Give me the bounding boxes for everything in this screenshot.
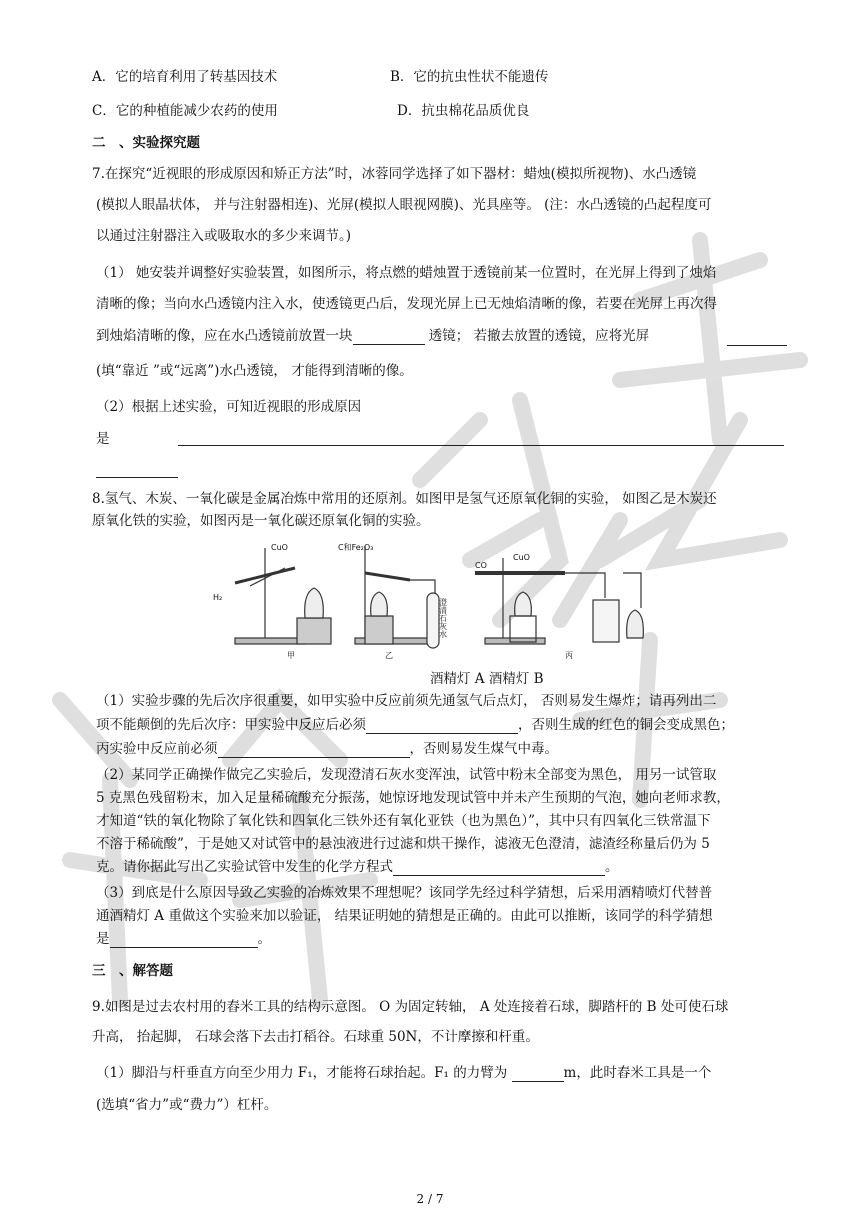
q8-answer-blank-2[interactable]: [218, 743, 410, 758]
q7-answer-blank-2[interactable]: [727, 331, 787, 346]
q8-part1-line-3: [96, 740, 558, 758]
q7-part1-text-a: 到烛焰清晰的像，应在水凸透镜前放置一块: [96, 328, 353, 344]
q7-part1-line-3: [96, 327, 649, 345]
lamps-caption: 酒精灯 A 酒精灯 B: [430, 671, 544, 687]
q9-part1-line-1: [96, 1064, 711, 1082]
label-co: CO: [475, 561, 487, 570]
q8-part3-text-b: 。: [257, 931, 271, 947]
q7-answer-blank-3-cont[interactable]: [96, 463, 178, 478]
section-2-title: 二 、实验探究题: [92, 135, 200, 151]
q9-part1-text-a: （1）脚沿与杆垂直方向至少用力 F₁，才能将石球抬起。F₁ 的力臂为: [96, 1065, 512, 1081]
q8-part3-line-1: （3）到底是什么原因导致乙实验的冶炼效果不理想呢？该同学先经过科学猜想，后采用酒精喷灯代替普: [96, 885, 713, 901]
q9-line-2: 升高， 抬起脚， 石球会落下去击打稻谷。石球重 50N，不计摩擦和杆重。: [92, 1029, 539, 1045]
q8-part3-line-3: [96, 930, 271, 948]
q8-part1-text-a: 项不能颠倒的先后次序：甲实验中反应后必须: [96, 717, 366, 733]
label-bing: 丙: [565, 651, 573, 660]
q8-answer-blank-3[interactable]: [393, 861, 605, 876]
q8-answer-blank-4[interactable]: [110, 933, 258, 948]
label-cuo-2: CuO: [513, 553, 530, 562]
q8-part1-text-d: ，否则易发生煤气中毒。: [409, 741, 558, 757]
q7-line-3: 以通过注射器注入或吸取水的多少来调节。): [96, 228, 352, 244]
q8-part1-text-c: 丙实验中反应前必须: [96, 741, 218, 757]
q7-part1-line-1: （1） 她安装并调整好实验装置，如图所示，将点燃的蜡烛置于透镜前某一位置时，在光屏上得到了烛焰: [96, 265, 717, 281]
q7-answer-blank-3[interactable]: [178, 431, 784, 446]
q8-part1-line-1: （1）实验步骤的先后次序很重要，如甲实验中反应前须先通氢气后点灯， 否则易发生爆炸；请再列出二: [96, 693, 717, 709]
q8-part2-line-2: 5 克黑色残留粉末，加入足量稀硫酸充分振荡，她惊讶地发现试管中并未产生预期的气泡，她向老师求教，: [96, 790, 730, 806]
q7-answer-blank-1[interactable]: [353, 330, 425, 345]
q8-part1-line-2: [96, 716, 734, 734]
experiment-apparatus-figure: [205, 538, 645, 663]
label-c-fe2o3: C和Fe₂O₃: [338, 543, 374, 552]
q7-line-1: 7.在探究“近视眼的形成原因和矫正方法”时，冰蓉同学选择了如下器材：蜡烛(模拟所视物)、水凸透镜: [92, 166, 697, 182]
q8-part2-line-4: 不溶于稀硫酸”，于是她又对试管中的悬浊液进行过滤和烘干操作，滤液无色澄清，滤渣经称量后仍为 5: [96, 836, 710, 852]
q8-answer-blank-1[interactable]: [366, 719, 518, 734]
q8-part3-line-2: 通酒精灯 A 重做这个实验来加以验证， 结果证明她的猜想是正确的。由此可以推断，该同学的科学猜想: [96, 908, 713, 924]
option-c: C．它的种植能减少农药的使用: [92, 103, 278, 119]
q9-answer-blank-1[interactable]: [512, 1067, 564, 1082]
q7-part1-line-2: 清晰的像；当向水凸透镜内注入水，使透镜更凸后，发现光屏上已无烛焰清晰的像，若要在光屏上再次得: [96, 296, 717, 312]
q7-part2-line-2: 是: [96, 431, 110, 447]
q8-part2-line-1: （2）某同学正确操作做完乙实验后，发现澄清石灰水变浑浊，试管中粉末全部变为黑色， 用另一试管取: [96, 767, 717, 783]
q7-part2-line-1: （2）根据上述实验，可知近视眼的形成原因: [96, 399, 362, 415]
label-limewater: 澄清石灰水: [438, 598, 448, 638]
q8-part2-text-b: 。: [605, 859, 619, 875]
label-cuo-1: CuO: [271, 543, 288, 552]
q8-line-1: 8.氢气、木炭、一氧化碳是金属冶炼中常用的还原剂。如图甲是氢气还原氧化铜的实验， 如图乙是木炭还: [92, 491, 717, 507]
section-3-title: 三 、解答题: [92, 963, 173, 979]
option-d: D．抗虫棉花品质优良: [397, 103, 530, 119]
label-jia: 甲: [287, 651, 295, 660]
label-h2: H₂: [213, 593, 223, 602]
q9-part1-line-2: (选填“省力”或“费力”）杠杆。: [96, 1097, 278, 1113]
q9-line-1: 9.如图是过去农村用的舂米工具的结构示意图。 O 为固定转轴， A 处连接着石球，脚踏杆的 B 处可使石球: [92, 999, 729, 1015]
q8-part2-line-3: 才知道“铁的氧化物除了氧化铁和四氧化三铁外还有氧化亚铁（也为黑色）”，其中只有四氧化三铁常温下: [96, 813, 711, 829]
q8-part3-text-a: 是: [96, 931, 110, 947]
label-yi: 乙: [385, 651, 393, 660]
page-number: 2 / 7: [416, 1192, 444, 1206]
option-b: B．它的抗虫性状不能遗传: [390, 69, 549, 85]
q7-part1-line-4: (填“靠近 ”或“远离”)水凸透镜， 才能得到清晰的像。: [96, 363, 413, 379]
q7-part1-text-b: 透镜； 若撤去放置的透镜，应将光屏: [424, 328, 650, 344]
option-a: A．它的培育利用了转基因技术: [92, 69, 278, 85]
q8-part2-line-5: [96, 858, 619, 876]
q9-part1-text-b: m，此时舂米工具是一个: [563, 1065, 712, 1081]
q8-line-2: 原氧化铁的实验，如图丙是一氧化碳还原氧化铜的实验。: [92, 513, 430, 529]
q8-part1-text-b: ，否则生成的红色的铜会变成黑色；: [518, 717, 734, 733]
q7-line-2: (模拟人眼晶状体， 并与注射器相连)、光屏(模拟人眼视网膜)、光具座等。 (注：水凸透镜的凸起程度可: [96, 197, 712, 213]
q8-part2-text-a: 克。请你据此写出乙实验试管中发生的化学方程式: [96, 859, 393, 875]
